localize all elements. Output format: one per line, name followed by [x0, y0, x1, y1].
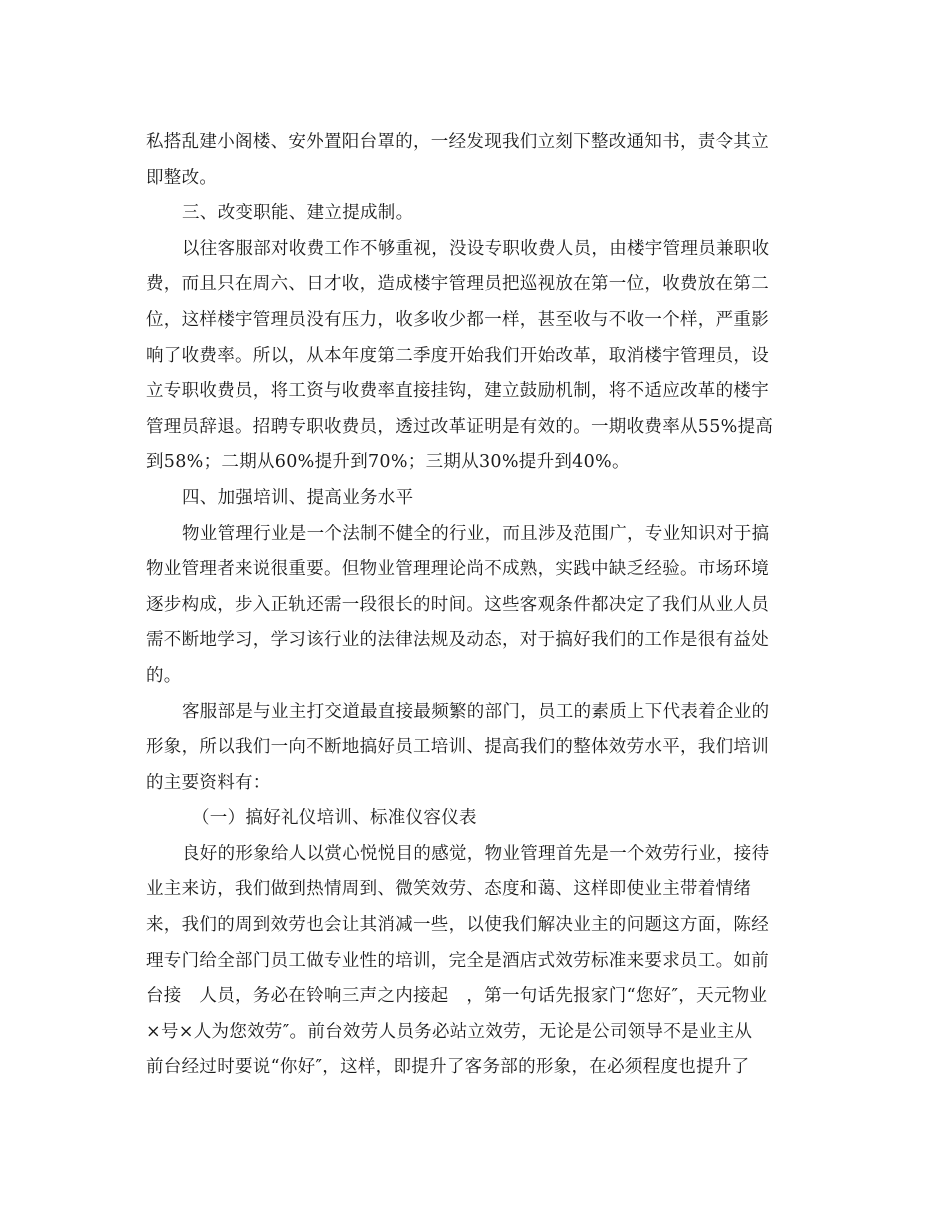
section-heading: 四、加强培训、提高业务水平	[182, 487, 414, 508]
text-line: 需不断地学习，学习该行业的法律法规及动态，对于搞好我们的工作是很有益处	[146, 630, 769, 651]
text-line: 业主来访，我们做到热情周到、微笑效劳、态度和蔼、这样即使业主带着情绪	[146, 879, 752, 900]
text-line: 位，这样楼宇管理员没有压力，收多收少都一样，甚至收与不收一个样，严重影	[146, 309, 769, 330]
subsection-heading: （一）搞好礼仪培训、标准仪容仪表	[192, 808, 477, 829]
text-line: 形象，所以我们一向不断地搞好员工培训、提高我们的整体效劳水平，我们培训	[146, 737, 769, 758]
text-line: 台接 人员，务必在铃响三声之内接起 ，第一句话先报家门“您好″，天元物业	[146, 986, 768, 1007]
text-line: 费，而且只在周六、日才收，造成楼宇管理员把巡视放在第一位，收费放在第二	[146, 274, 769, 295]
text-line: 来，我们的周到效劳也会让其消减一些，以使我们解决业主的问题这方面，陈经	[146, 915, 769, 936]
text-line: ×号×人为您效劳″。前台效劳人员务必站立效劳，无论是公司领导不是业主从	[146, 1021, 753, 1042]
text-line: 理专门给全部门员工做专业性的培训，完全是酒店式效劳标准来要求员工。如前	[146, 950, 769, 971]
section-heading: 三、改变职能、建立提成制。	[182, 203, 414, 224]
text-line: 响了收费率。所以，从本年度第二季度开始我们开始改革，取消楼宇管理员，设	[146, 345, 769, 366]
text-line: 的主要资料有：	[146, 772, 271, 793]
text-line: 物业管理者来说很重要。但物业管理理论尚不成熟，实践中缺乏经验。市场环境	[146, 559, 769, 580]
paragraph-start: 以往客服部对收费工作不够重视，没设专职收费人员，由楼宇管理员兼职收	[182, 238, 770, 259]
text-line: 逐步构成，步入正轨还需一段很长的时间。这些客观条件都决定了我们从业人员	[146, 594, 769, 615]
text-line: 即整改。	[146, 167, 218, 188]
text-line: 的。	[146, 665, 182, 686]
paragraph-start: 客服部是与业主打交道最直接最频繁的部门，员工的素质上下代表着企业的	[182, 701, 770, 722]
text-line: 私搭乱建小阁楼、安外置阳台罩的，一经发现我们立刻下整改通知书，责令其立	[146, 132, 769, 152]
document-body	[146, 125, 806, 1086]
paragraph-start: 良好的形象给人以赏心悦悦目的感觉，物业管理首先是一个效劳行业，接待	[182, 843, 770, 864]
paragraph-start: 物业管理行业是一个法制不健全的行业，而且涉及范围广，专业知识对于搞	[182, 523, 770, 544]
text-line: 到58%；二期从60%提升到70%；三期从30%提升到40%。	[146, 452, 630, 473]
text-line: 前台经过时要说“你好″，这样，即提升了客务部的形象，在必须程度也提升了	[146, 1057, 750, 1078]
text-line: 管理员辞退。招聘专职收费员，透过改革证明是有效的。一期收费率从55%提高	[146, 416, 774, 437]
text-line: 立专职收费员，将工资与收费率直接挂钩，建立鼓励机制，将不适应改革的楼宇	[146, 381, 769, 402]
